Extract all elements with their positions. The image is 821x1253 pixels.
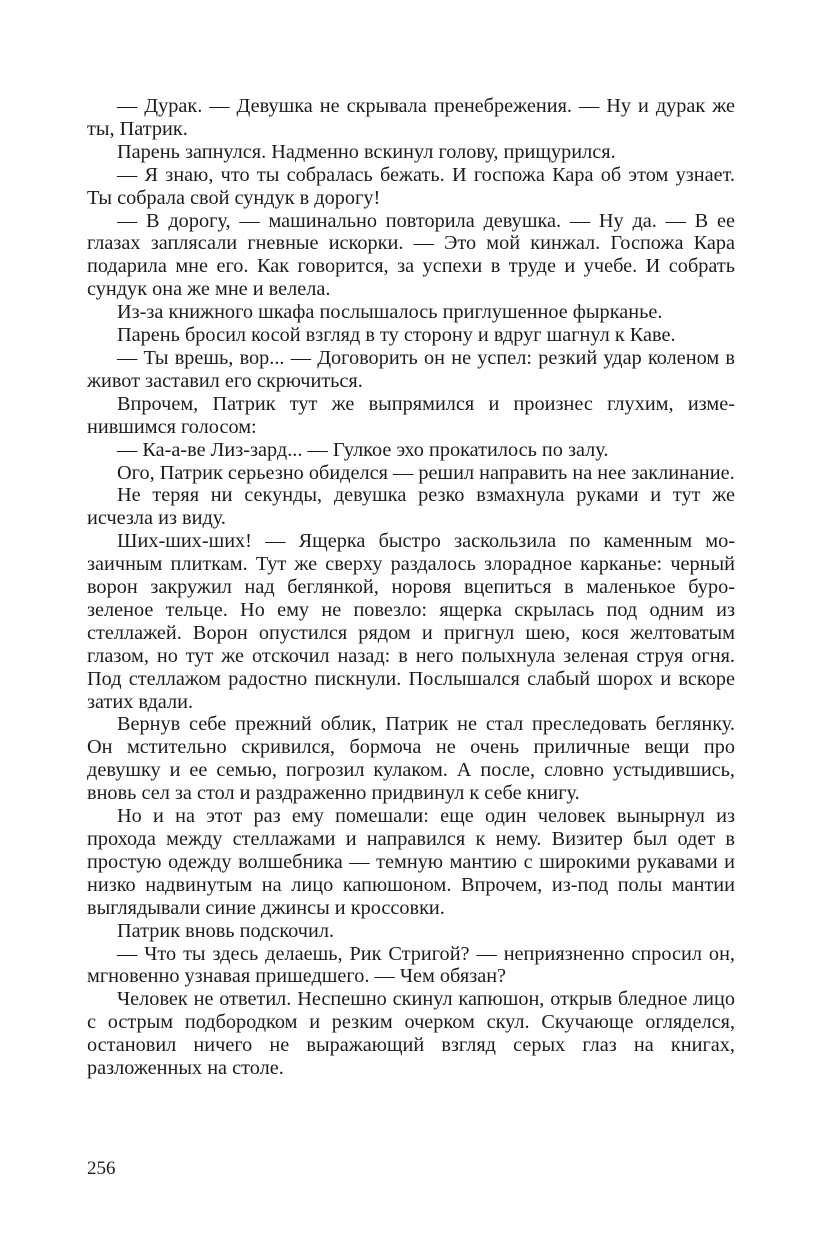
paragraph-6: Парень бросил косой взгляд в ту сторону и вдруг шагнул к Каве. xyxy=(117,324,676,347)
paragraph-12: Ших-ших-ших! — Ящерка быстро заскользила по каменным мозаичным плиткам. Тут же сверху раздалось злорадное карканье: черный ворон закружил над беглянкой, норовя вцепиться в маленькое буро-зеленое тельце. Но ему не повезло: ящерка скрылась под одним из стеллажей. Ворон опустился рядом и пригнул шею, кося желтоватым глазом, но тут же отскочил назад: в него полыхнула зеленая струя огня. Под стеллажом радостно пискнули. Послышался слабый шорох и вскоре затих вдали. xyxy=(87,530,735,713)
paragraph-10: Ого, Патрик серьезно обиделся — решил направить на нее заклинание. xyxy=(117,461,735,484)
paragraph-4: — В дорогу, — машинально повторила девушка. — Ну да. — В ее глазах заплясали гневные искорки. — Это мой кинжал. Госпожа Кара подарила мне его. Как говорится, за успехи в труде и учебе. И собрать сундук она же мне и велела. xyxy=(87,209,735,301)
paragraph-13: Вернув себе прежний облик, Патрик не стал преследовать беглянку. Он мстительно скривился, бормоча не очень приличные вещи про девушку и ее семью, погрозил кулаком. А после, словно устыдившись, вновь сел за стол и раздраженно придвинул к себе книгу. xyxy=(87,713,735,805)
page-number: 256 xyxy=(87,1158,116,1179)
paragraph-1: — Дурак. — Девушка не скрывала пренебрежения. — Ну и дурак же ты, Патрик. xyxy=(87,95,735,140)
paragraph-9: — Ка-а-ве Лиз-зард... — Гулкое эхо прокатилось по залу. xyxy=(117,438,609,461)
paragraph-7: — Ты врешь, вор... — Договорить он не успел: резкий удар коленом в живот заставил его скрючиться. xyxy=(87,346,735,392)
paragraph-16: — Что ты здесь делаешь, Рик Стригой? — неприязненно спросил он, мгновенно узнавая пришедшего. — Чем обязан? xyxy=(87,942,735,988)
paragraph-17: Человек не ответил. Неспешно скинул капюшон, открыв бледное лицо с острым подбородком и резким очерком скул. Скучающе огляделся, остановил ничего не выражающий взгляд серых глаз на книгах, разложенных на столе. xyxy=(87,988,735,1080)
paragraph-11: Не теряя ни секунды, девушка резко взмахнула руками и тут же исчезла из виду. xyxy=(87,484,735,530)
paragraph-2: Парень запнулся. Надменно вскинул голову, прищурился. xyxy=(117,140,616,163)
paragraph-8: Впрочем, Патрик тут же выпрямился и произнес глухим, изменившимся голосом: xyxy=(87,392,735,438)
paragraph-5: Из-за книжного шкафа послышалось приглушенное фырканье. xyxy=(117,301,663,324)
paragraph-15: Патрик вновь подскочил. xyxy=(117,919,335,942)
page-text xyxy=(87,95,735,1080)
paragraph-3: — Я знаю, что ты собралась бежать. И госпожа Кара об этом узнает. Ты собрала свой сундук в дорогу! xyxy=(87,163,735,209)
paragraph-14: Но и на этот раз ему помешали: еще один человек вынырнул из прохода между стеллажами и направился к нему. Визитер был одет в простую одежду волшебника — темную мантию с широкими рукавами и низко надвинутым на лицо капюшоном. Впрочем, из-под полы мантии выглядывали синие джинсы и кроссовки. xyxy=(87,805,735,919)
